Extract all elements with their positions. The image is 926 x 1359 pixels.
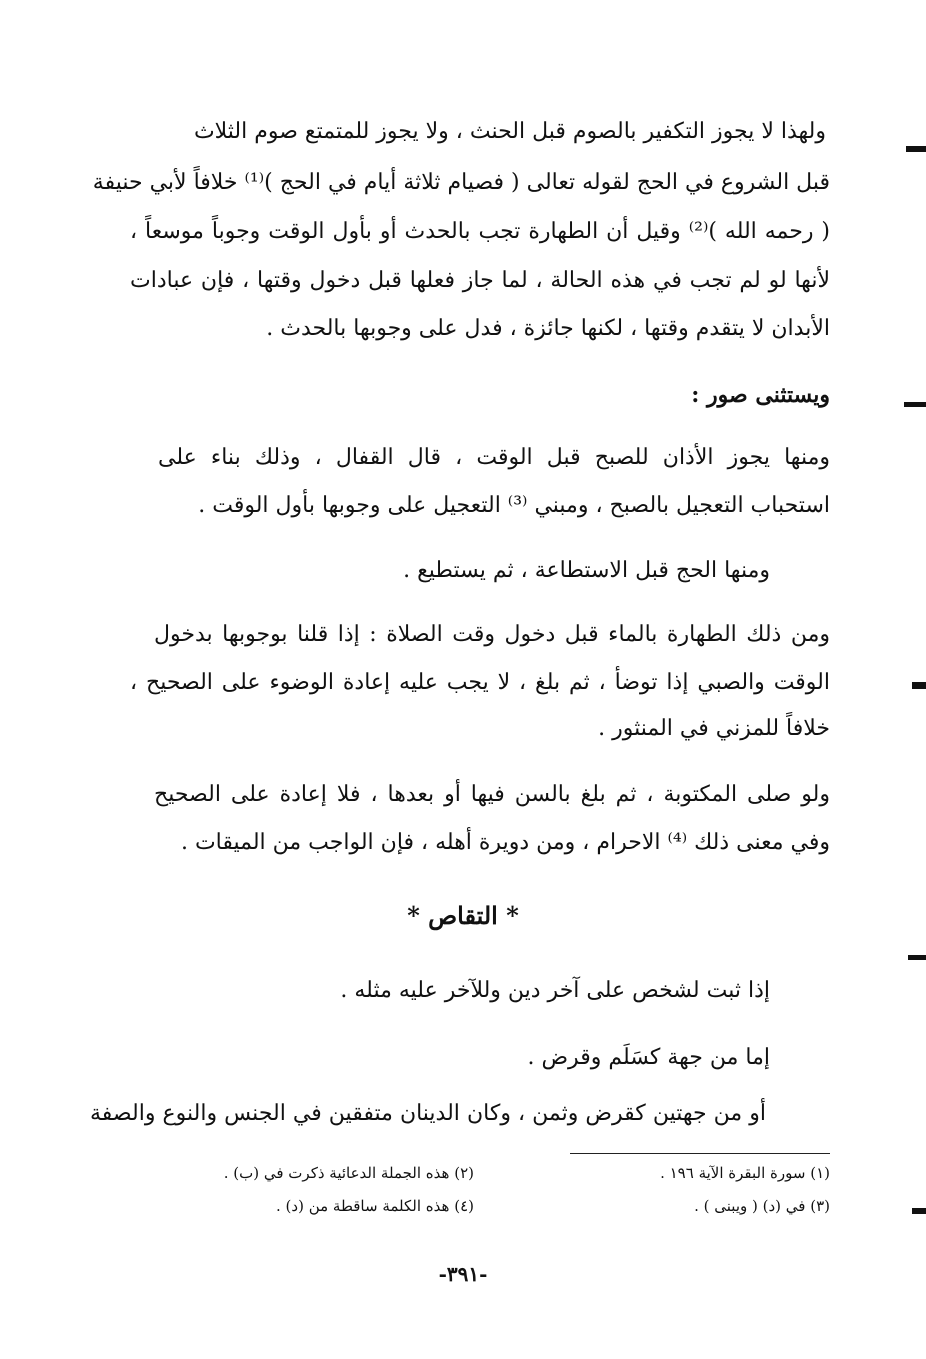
- text-line: إذا ثبت لشخص على آخر دين وللآخر عليه مثله .: [340, 978, 770, 1003]
- page-number: -٣٩١-: [438, 1262, 488, 1286]
- section-title: * التقاص *: [407, 901, 519, 930]
- text-line: ولهذا لا يجوز التكفير بالصوم قبل الحنث ، ولا يجوز للمتمتع صوم الثلاث: [193, 119, 826, 144]
- text-line: ومنها يجوز الأذان للصبح قبل الوقت ، قال القفال ، وذلك بناء على: [158, 445, 830, 470]
- subheading: ويستثنى صور :: [691, 382, 830, 408]
- footnote: (٢) هذه الجملة الدعائية ذكرت في (ب) .: [223, 1164, 474, 1182]
- text-line: وفي معنى ذلك ⁽⁴⁾ الاحرام ، ومن دويرة أهله ، فإن الواجب من الميقات .: [180, 830, 830, 855]
- scan-mark: [908, 955, 926, 960]
- footnote: (١) سورة البقرة الآية ١٩٦ .: [660, 1164, 830, 1182]
- scan-mark: [912, 1208, 926, 1214]
- footnote: (٣) في (د) ( ويبنى ) .: [694, 1197, 830, 1215]
- text-line: أو من جهتين كقرض وثمن ، وكان الدينان متفقين في الجنس والنوع والصفة: [90, 1101, 766, 1126]
- footnote: (٤) هذه الكلمة ساقطة من (د) .: [276, 1197, 474, 1215]
- text-line: ومن ذلك الطهارة بالماء قبل دخول وقت الصلاة : إذا قلنا بوجوبها بدخول: [154, 622, 830, 647]
- text-line: قبل الشروع في الحج لقوله تعالى ( فصيام ثلاثة أيام في الحج )⁽¹⁾ خلافاً لأبي حنيفة: [92, 170, 830, 195]
- text-line: ( رحمه الله )⁽²⁾ وقيل أن الطهارة تجب بالحدث أو بأول الوقت وجوباً موسعاً ،: [130, 219, 830, 244]
- text-line: إما من جهة كسَلَم وقرض .: [527, 1045, 770, 1070]
- text-line: لأنها لو لم تجب في هذه الحالة ، لما جاز فعلها قبل دخول وقتها ، فإن عبادات: [130, 268, 830, 293]
- scan-mark: [912, 682, 926, 689]
- text-line: الأبدان لا يتقدم وقتها ، لكنها جائزة ، فدل على وجوبها بالحدث .: [266, 316, 830, 341]
- scan-mark: [906, 146, 926, 152]
- footnote-rule: [570, 1153, 830, 1154]
- text-line: استحباب التعجيل بالصبح ، ومبني ⁽³⁾ التعجيل على وجوبها بأول الوقت .: [198, 493, 830, 518]
- text-line: ومنها الحج قبل الاستطاعة ، ثم يستطيع .: [403, 558, 770, 583]
- text-line: خلافاً للمزني في المنثور .: [598, 716, 830, 741]
- text-line: ولو صلى المكتوبة ، ثم بلغ بالسن فيها أو بعدها ، فلا إعادة على الصحيح: [154, 782, 830, 807]
- text-line: الوقت والصبي إذا توضأ ، ثم بلغ ، لا يجب عليه إعادة الوضوء على الصحيح ،: [130, 670, 830, 695]
- scan-mark: [904, 402, 926, 407]
